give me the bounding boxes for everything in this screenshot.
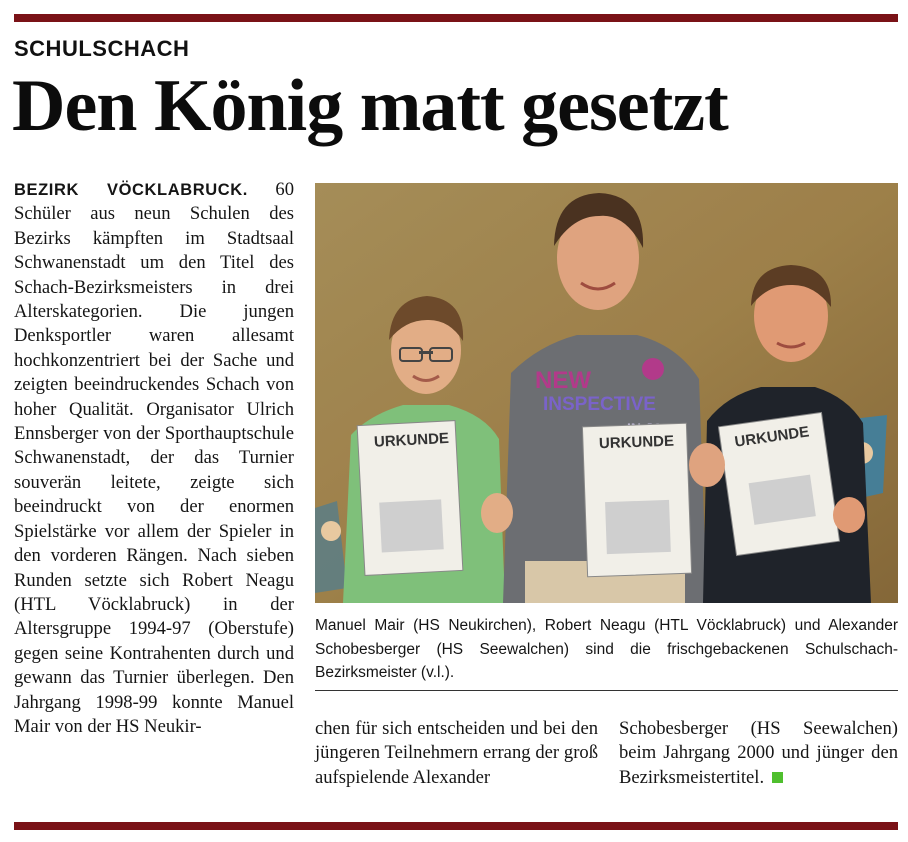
article-photo	[315, 183, 898, 603]
headline: Den König matt gesetzt	[12, 65, 728, 147]
shirt-text-new: NEW	[535, 367, 591, 394]
hand-middle	[689, 443, 725, 487]
certificate-title-right: URKUNDE	[733, 423, 811, 451]
article-column-1	[14, 178, 294, 739]
caption-divider	[315, 690, 898, 691]
photo-caption: Manuel Mair (HS Neukirchen), Robert Neagu (HTL Vöcklabruck) und Alexander Schobesberger (HS Seewalchen) sind die frischgebackenen Schulschach-Bezirksmeister (v.l.).	[315, 617, 898, 681]
shirt-text-inspective: INSPECTIVE	[543, 394, 656, 415]
article-column-2	[315, 717, 598, 790]
hand-left	[481, 493, 513, 533]
section-kicker: SCHULSCHACH	[14, 36, 190, 61]
bottom-rule	[14, 822, 898, 830]
certificate-title-left: URKUNDE	[373, 429, 450, 451]
lead-label: BEZIRK VÖCKLABRUCK.	[14, 181, 248, 199]
end-mark-icon	[772, 772, 783, 783]
certificate-title-middle: URKUNDE	[598, 432, 675, 453]
photo-illustration	[315, 183, 898, 603]
article-column-3	[619, 717, 898, 790]
certificate-middle	[582, 423, 691, 577]
article-text-1: 60 Schüler aus neun Schulen des Bezirks kämpften im Stadtsaal Schwanenstadt um den Titel des Schach-Bezirksmeisters in drei Alterskategorien. Die jungen Denksportler waren allesamt hochkonzentriert bei der Sache und zeigten beeindruckendes Schach von hoher Qualität. Organisator Ulrich Ennsberger von der Sporthauptschule Schwanenstadt, der das Turnier souverän leitete, zeigte sich beeindruckt von der enormen Spielstärke vor allem der Spieler in den vorderen Rängen. Nach sieben Runden setzte sich Robert Neagu (HTL Vöcklabruck) in der Altersgruppe 1994-97 (Oberstufe) gegen seine Kontrahenten durch und gewann das Turnier überlegen. Den Jahrgang 1998-99 konnte Manuel Mair von der HS Neukir-	[14, 179, 294, 737]
certificate-right	[718, 412, 839, 555]
article-text-3: Schobesberger (HS Seewalchen) beim Jahrgang 2000 und jünger den Bezirksmeistertitel.	[619, 718, 898, 788]
hand-right	[833, 497, 865, 533]
trophy-medal-left	[321, 521, 341, 541]
article-text-2: chen für sich entscheiden und bei den jüngeren Teilnehmern errang der groß aufspielende Alexander	[315, 718, 598, 788]
top-rule	[14, 14, 898, 22]
certificate-left	[357, 421, 463, 576]
